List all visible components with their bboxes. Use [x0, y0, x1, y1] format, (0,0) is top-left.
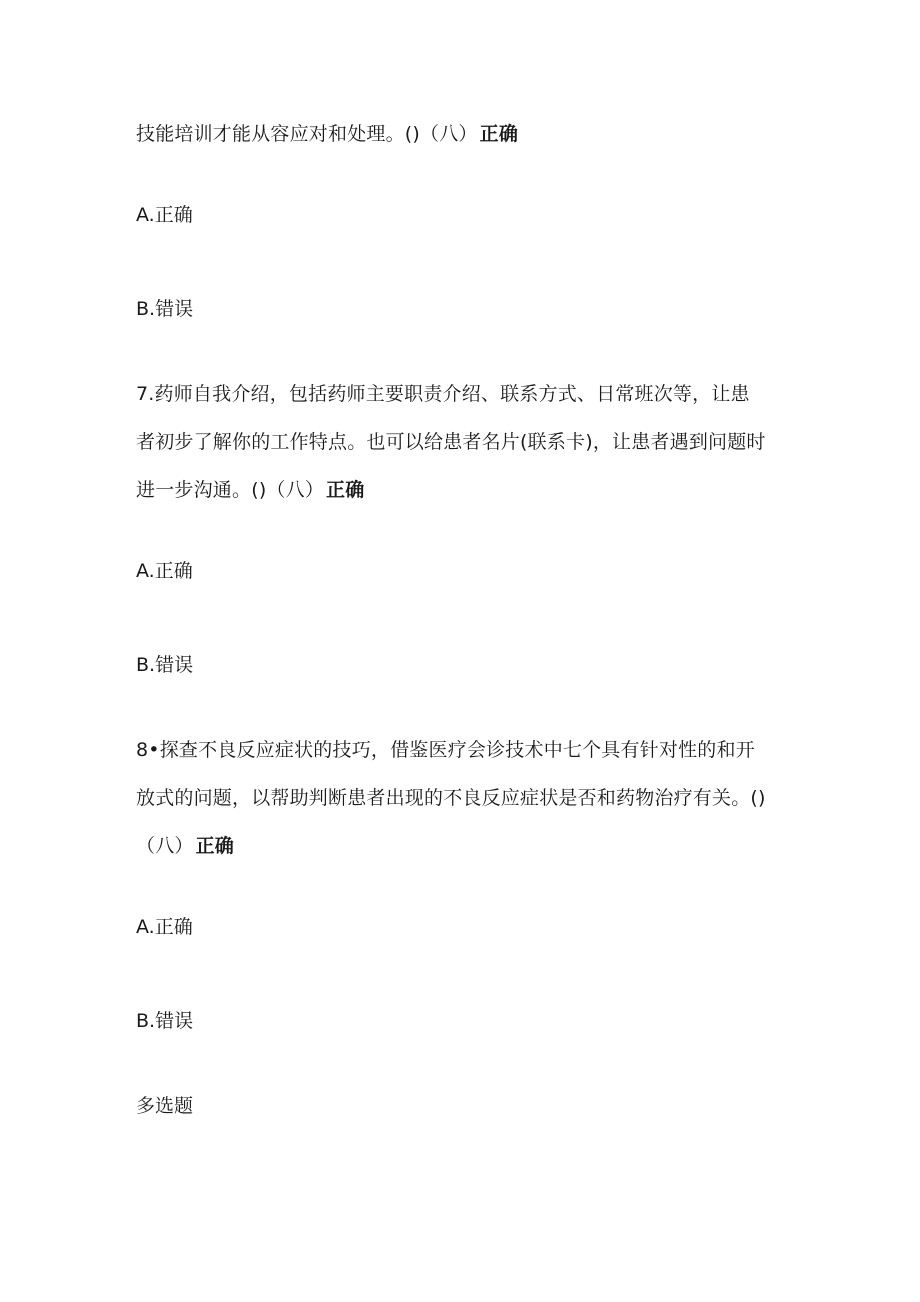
q8-stem-line-1: 8•探查不良反应症状的技巧，借鉴医疗会诊技术中七个具有针对性的和开 — [136, 739, 755, 761]
section-heading: 多选题 — [136, 1095, 194, 1117]
q8-stem-line-3 — [136, 834, 234, 858]
q6-option-a: A.正确 — [136, 204, 193, 226]
q6-stem-text: 技能培训才能从容应对和处理。()（八） — [136, 123, 478, 145]
q7-stem-text: 进一步沟通。()（八） — [136, 479, 325, 501]
q6-option-b: B.错误 — [136, 298, 194, 320]
q8-option-b: B.错误 — [136, 1010, 194, 1032]
q6-stem-line-1 — [136, 122, 518, 146]
q7-stem-line-3 — [136, 478, 364, 502]
q7-stem-line-2: 者初步了解你的工作特点。也可以给患者名片(联系卡)，让患者遇到问题时 — [136, 431, 766, 453]
q7-option-b: B.错误 — [136, 654, 194, 676]
q7-answer: 正确 — [326, 479, 365, 501]
q7-option-a: A.正确 — [136, 560, 193, 582]
q8-stem-line-2: 放式的问题，以帮助判断患者出现的不良反应症状是否和药物治疗有关。() — [136, 787, 766, 809]
q8-answer: 正确 — [195, 835, 235, 857]
q8-stem-text: （八） — [136, 835, 194, 857]
q7-stem-line-1: 7.药师自我介绍，包括药师主要职责介绍、联系方式、日常班次等，让患 — [136, 383, 750, 405]
q8-option-a: A.正确 — [136, 916, 193, 938]
q6-answer: 正确 — [479, 123, 519, 145]
